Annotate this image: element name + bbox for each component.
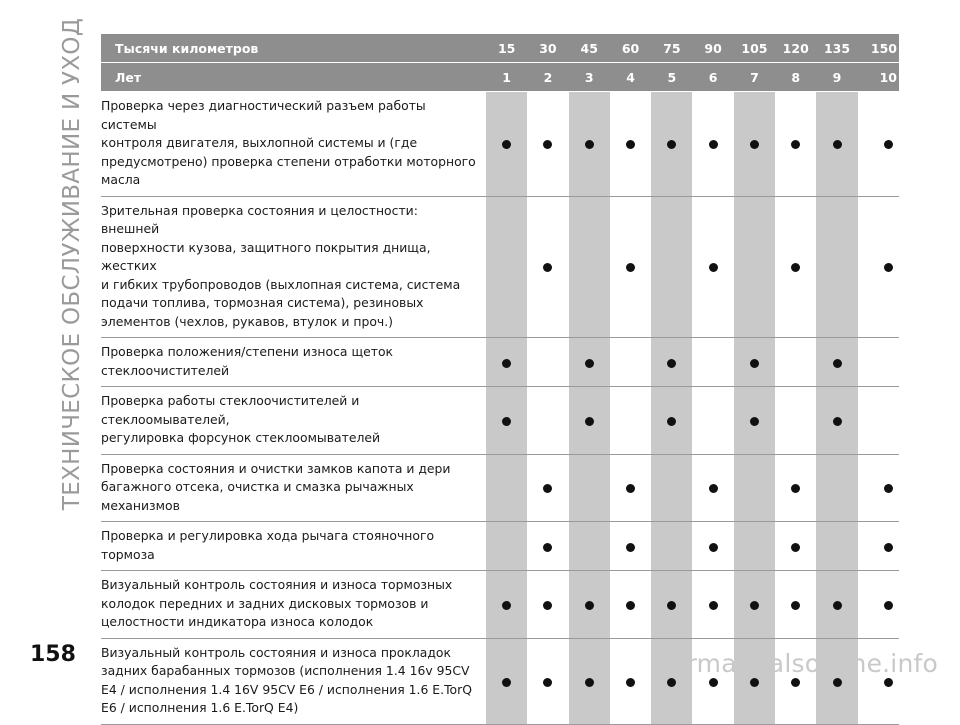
km-header-row-value: 105 — [734, 34, 775, 63]
operation-description — [101, 571, 486, 639]
check-dot-icon — [626, 484, 635, 493]
operation-description — [101, 92, 486, 197]
check-dot-icon — [709, 601, 718, 610]
description-line: Проверка положения/степени износа щеток — [101, 344, 394, 359]
check-dot-icon — [750, 678, 759, 687]
interval-cell — [775, 522, 816, 571]
interval-cell — [610, 196, 651, 338]
interval-cell — [569, 387, 610, 455]
operation-description — [101, 387, 486, 455]
check-dot-icon — [626, 543, 635, 552]
section-title-text: ТЕХНИЧЕСКОЕ ОБСЛУЖИВАНИЕ И УХОД — [59, 17, 86, 511]
description-line: колодок передних и задних дисковых тормозов и — [101, 595, 429, 611]
check-dot-icon — [791, 601, 800, 610]
interval-cell — [775, 92, 816, 197]
description-line: Зрительная проверка состояния и целостности: внешней — [101, 202, 418, 236]
check-dot-icon — [884, 263, 893, 272]
interval-cell — [527, 522, 568, 571]
km-header-row-value: 90 — [692, 34, 733, 63]
years-header-row-label: Лет — [101, 63, 486, 92]
check-dot-icon — [667, 601, 676, 610]
operation-description — [101, 638, 486, 724]
check-dot-icon — [833, 601, 842, 610]
description-line: предусмотрено) проверка степени отработки моторного — [101, 153, 476, 169]
check-dot-icon — [884, 543, 893, 552]
operation-description — [101, 196, 486, 338]
interval-cell — [527, 454, 568, 522]
interval-cell — [610, 92, 651, 197]
check-dot-icon — [750, 359, 759, 368]
interval-cell — [858, 522, 899, 571]
description-line: масла — [101, 172, 141, 187]
interval-cell — [486, 522, 527, 571]
operation-description — [101, 454, 486, 522]
years-header-row-value: 3 — [569, 63, 610, 92]
description-line: Проверка состояния и очистки замков капота и дери — [101, 460, 451, 476]
table-row — [101, 522, 899, 571]
interval-cell — [858, 196, 899, 338]
interval-cell — [527, 571, 568, 639]
description-line: Визуальный контроль состояния и износа тормозных — [101, 577, 453, 592]
interval-cell — [651, 338, 692, 387]
table-row — [101, 196, 899, 338]
check-dot-icon — [709, 140, 718, 149]
interval-cell — [569, 338, 610, 387]
check-dot-icon — [626, 140, 635, 149]
description-line: задних барабанных тормозов (исполнения 1.4 16v 95CV — [101, 663, 470, 678]
check-dot-icon — [884, 140, 893, 149]
table-row — [101, 338, 899, 387]
table-row — [101, 387, 899, 455]
check-dot-icon — [709, 484, 718, 493]
interval-cell — [858, 571, 899, 639]
description-line: подачи топлива, тормозная система), резиновых — [101, 295, 424, 310]
km-header-row — [101, 34, 899, 63]
interval-cell — [610, 571, 651, 639]
check-dot-icon — [833, 359, 842, 368]
interval-cell — [569, 522, 610, 571]
check-dot-icon — [884, 484, 893, 493]
table-row — [101, 571, 899, 639]
check-dot-icon — [833, 140, 842, 149]
description-line: стеклоочистителей — [101, 362, 230, 378]
km-header-row-value: 30 — [527, 34, 568, 63]
interval-cell — [610, 387, 651, 455]
interval-cell — [651, 522, 692, 571]
years-header-row-value: 10 — [858, 63, 899, 92]
years-header-row-value: 5 — [651, 63, 692, 92]
check-dot-icon — [884, 601, 893, 610]
interval-cell — [569, 454, 610, 522]
description-line: багажного отсека, очистка и смазка рычажных механизмов — [101, 479, 414, 513]
description-line: тормоза — [101, 546, 155, 562]
interval-cell — [527, 92, 568, 197]
check-dot-icon — [502, 678, 511, 687]
interval-cell — [569, 638, 610, 724]
watermark: carmanualsonline.info — [657, 649, 938, 678]
check-dot-icon — [709, 263, 718, 272]
interval-cell — [569, 92, 610, 197]
description-line: поверхности кузова, защитного покрытия днища, жестких — [101, 239, 431, 273]
interval-cell — [569, 571, 610, 639]
interval-cell — [692, 92, 733, 197]
check-dot-icon — [791, 484, 800, 493]
interval-cell — [816, 454, 857, 522]
interval-cell — [651, 196, 692, 338]
interval-cell — [486, 92, 527, 197]
check-dot-icon — [502, 601, 511, 610]
years-header-row-value: 1 — [486, 63, 527, 92]
check-dot-icon — [585, 601, 594, 610]
interval-cell — [734, 454, 775, 522]
interval-cell — [858, 387, 899, 455]
table-row — [101, 92, 899, 197]
check-dot-icon — [709, 543, 718, 552]
km-header-row-value: 150 — [858, 34, 899, 63]
interval-cell — [527, 387, 568, 455]
check-dot-icon — [543, 140, 552, 149]
check-dot-icon — [667, 417, 676, 426]
check-dot-icon — [543, 263, 552, 272]
interval-cell — [651, 92, 692, 197]
interval-cell — [651, 454, 692, 522]
years-header-row-value: 9 — [816, 63, 857, 92]
interval-cell — [775, 196, 816, 338]
km-header-row-value: 75 — [651, 34, 692, 63]
description-line: E4 / исполнения 1.4 16V 95CV E6 / исполнения 1.6 E.TorQ — [101, 681, 472, 697]
interval-cell — [692, 196, 733, 338]
interval-cell — [486, 338, 527, 387]
km-header-row-value: 45 — [569, 34, 610, 63]
interval-cell — [527, 196, 568, 338]
interval-cell — [651, 387, 692, 455]
years-header-row-value: 7 — [734, 63, 775, 92]
check-dot-icon — [585, 140, 594, 149]
check-dot-icon — [626, 263, 635, 272]
check-dot-icon — [709, 678, 718, 687]
check-dot-icon — [585, 678, 594, 687]
check-dot-icon — [502, 417, 511, 426]
km-header-row-value: 135 — [816, 34, 857, 63]
interval-cell — [692, 454, 733, 522]
interval-cell — [734, 571, 775, 639]
interval-cell — [816, 92, 857, 197]
check-dot-icon — [791, 263, 800, 272]
years-header-row-value: 4 — [610, 63, 651, 92]
interval-cell — [486, 571, 527, 639]
years-header-row — [101, 63, 899, 92]
interval-cell — [692, 571, 733, 639]
interval-cell — [527, 338, 568, 387]
check-dot-icon — [543, 601, 552, 610]
check-dot-icon — [833, 417, 842, 426]
interval-cell — [775, 338, 816, 387]
check-dot-icon — [750, 140, 759, 149]
interval-cell — [527, 638, 568, 724]
check-dot-icon — [626, 678, 635, 687]
check-dot-icon — [884, 678, 893, 687]
check-dot-icon — [791, 140, 800, 149]
interval-cell — [858, 92, 899, 197]
description-line: Визуальный контроль состояния и износа прокладок — [101, 644, 451, 660]
check-dot-icon — [791, 678, 800, 687]
years-header-row-value: 6 — [692, 63, 733, 92]
km-header-row-value: 15 — [486, 34, 527, 63]
description-line: контроля двигателя, выхлопной системы и (где — [101, 135, 418, 150]
interval-cell — [734, 522, 775, 571]
interval-cell — [692, 387, 733, 455]
interval-cell — [775, 571, 816, 639]
interval-cell — [858, 338, 899, 387]
check-dot-icon — [585, 417, 594, 426]
description-line: Проверка работы стеклоочистителей и стеклоомывателей, — [101, 393, 360, 427]
check-dot-icon — [667, 140, 676, 149]
check-dot-icon — [750, 417, 759, 426]
interval-cell — [816, 387, 857, 455]
check-dot-icon — [667, 678, 676, 687]
interval-cell — [734, 338, 775, 387]
interval-cell — [775, 387, 816, 455]
years-header-row-value: 2 — [527, 63, 568, 92]
description-line: регулировка форсунок стеклоомывателей — [101, 430, 381, 445]
description-line: целостности индикатора износа колодок — [101, 614, 374, 629]
interval-cell — [734, 196, 775, 338]
section-title — [52, 17, 92, 511]
check-dot-icon — [750, 601, 759, 610]
check-dot-icon — [626, 601, 635, 610]
check-dot-icon — [585, 359, 594, 368]
check-dot-icon — [791, 543, 800, 552]
interval-cell — [858, 454, 899, 522]
interval-cell — [816, 571, 857, 639]
interval-cell — [816, 196, 857, 338]
check-dot-icon — [833, 678, 842, 687]
interval-cell — [651, 571, 692, 639]
km-header-row-label: Тысячи километров — [101, 34, 486, 63]
interval-cell — [692, 522, 733, 571]
check-dot-icon — [543, 484, 552, 493]
page-number: 158 — [30, 642, 76, 667]
interval-cell — [610, 522, 651, 571]
interval-cell — [486, 387, 527, 455]
interval-cell — [816, 522, 857, 571]
km-header-row-value: 120 — [775, 34, 816, 63]
interval-cell — [486, 196, 527, 338]
description-line: Проверка через диагностический разъем работы системы — [101, 98, 426, 132]
interval-cell — [734, 387, 775, 455]
interval-cell — [610, 638, 651, 724]
check-dot-icon — [502, 359, 511, 368]
operation-description — [101, 522, 486, 571]
check-dot-icon — [667, 359, 676, 368]
maintenance-schedule-table — [101, 34, 899, 725]
interval-cell — [692, 338, 733, 387]
years-header-row-value: 8 — [775, 63, 816, 92]
interval-cell — [816, 338, 857, 387]
description-line: Проверка и регулировка хода рычага стояночного — [101, 528, 435, 543]
interval-cell — [610, 338, 651, 387]
check-dot-icon — [543, 543, 552, 552]
interval-cell — [486, 638, 527, 724]
interval-cell — [569, 196, 610, 338]
table-row — [101, 454, 899, 522]
check-dot-icon — [502, 140, 511, 149]
check-dot-icon — [543, 678, 552, 687]
operation-description — [101, 338, 486, 387]
interval-cell — [610, 454, 651, 522]
description-line: и гибких трубопроводов (выхлопная система, система — [101, 276, 461, 292]
interval-cell — [486, 454, 527, 522]
description-line: E6 / исполнения 1.6 E.TorQ E4) — [101, 700, 299, 715]
description-line: элементов (чехлов, рукавов, втулок и проч.) — [101, 313, 393, 329]
interval-cell — [734, 92, 775, 197]
km-header-row-value: 60 — [610, 34, 651, 63]
interval-cell — [775, 454, 816, 522]
